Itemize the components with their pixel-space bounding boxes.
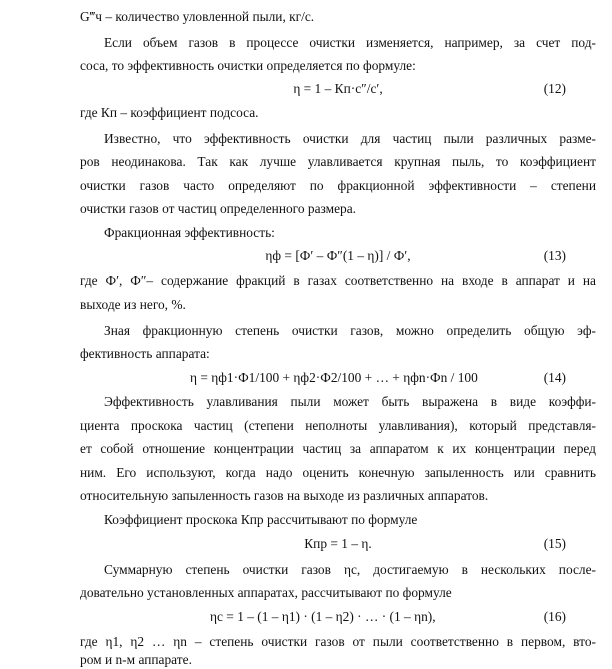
paragraph-line xyxy=(80,439,596,458)
line-text: относительную запыленность газов на выходе из различных аппаратов. xyxy=(80,488,489,503)
equation-number: (16) xyxy=(543,609,566,624)
line-text: где η1, η2 … ηn – степень очистки газов от пыли соответственно в первом, вто- xyxy=(80,634,596,649)
equation-number: (14) xyxy=(543,370,566,385)
paragraph-line xyxy=(104,560,596,579)
line-text: Фракционная эффективность: xyxy=(104,225,275,240)
equation-number: (15) xyxy=(543,536,566,551)
line-text: очистки газов от частиц определенного размера. xyxy=(80,201,357,216)
equation-number: (12) xyxy=(543,81,566,96)
where-line xyxy=(80,103,596,122)
line-text: Известно, что эффективность очистки для частиц пыли различных разме- xyxy=(104,131,596,146)
line-text: Эффективность улавливания пыли может быть выражена в виде коэффи- xyxy=(104,394,596,409)
line-text: ров неодинакова. Так как лучше улавливается крупная пыль, то коэффициент xyxy=(80,154,596,169)
paragraph-line xyxy=(80,650,596,669)
formula-16 xyxy=(80,607,596,626)
paragraph-line xyxy=(80,486,596,505)
equation-number: (13) xyxy=(543,248,566,263)
paragraph-line xyxy=(104,510,596,529)
paragraph-line xyxy=(80,416,596,435)
line-text: циента проскока частиц (степени неполноты улавливания), который представля- xyxy=(80,418,596,433)
paragraph-line xyxy=(104,129,596,148)
line-text: довательно установленных аппаратах, рассчитывают по формуле xyxy=(80,585,452,600)
paragraph-line xyxy=(104,223,596,242)
where-line xyxy=(80,632,596,651)
formula-13 xyxy=(80,246,596,265)
formula-text: ηс = 1 – (1 – η1) · (1 – η2) · … · (1 – ηn), xyxy=(210,609,436,624)
paragraph-line xyxy=(104,392,596,411)
formula-14 xyxy=(80,368,596,387)
line-text: ним. Его используют, когда надо оценить конечную запыленность или сравнить xyxy=(80,465,596,480)
paragraph-line xyxy=(80,152,596,171)
line-text: Если объем газов в процессе очистки изменяется, например, за счет под- xyxy=(104,35,596,50)
line-text: фективность аппарата: xyxy=(80,346,210,361)
formula-text: η = ηф1·Ф1/100 + ηф2·Ф2/100 + … + ηфn·Фn / 100 xyxy=(190,370,478,385)
line-text: Суммарную степень очистки газов ηс, достигаемую в нескольких после- xyxy=(104,562,596,577)
line-text: G‴ч – количество уловленной пыли, кг/с. xyxy=(80,9,315,24)
line-text: соса, то эффективность очистки определяется по формуле: xyxy=(80,58,416,73)
line-text: ром и n-м аппарате. xyxy=(80,652,192,667)
formula-text: Кпр = 1 – η. xyxy=(304,536,372,551)
paragraph-line xyxy=(104,321,596,340)
where-line xyxy=(80,271,596,290)
paragraph-line xyxy=(80,199,596,218)
paragraph-line xyxy=(80,463,596,482)
formula-15 xyxy=(80,534,596,553)
formula-12 xyxy=(80,79,596,98)
paragraph-line xyxy=(80,295,596,314)
paragraph-line xyxy=(80,344,596,363)
line-text: очистки газов часто определяют по фракционной эффективности – степени xyxy=(80,178,596,193)
line-text: где Ф′, Ф″– содержание фракций в газах соответственно на входе в аппарат и на xyxy=(80,273,596,288)
text-line xyxy=(80,7,596,26)
paragraph-line xyxy=(80,176,596,195)
formula-text: η = 1 – Кп·с″/с′, xyxy=(293,81,383,96)
paragraph-line xyxy=(80,583,596,602)
line-text: где Кп – коэффициент подсоса. xyxy=(80,105,259,120)
line-text: Зная фракционную степень очистки газов, можно определить общую эф- xyxy=(104,323,596,338)
paragraph-line xyxy=(104,33,596,52)
line-text: ет собой отношение концентрации частиц за аппаратом к их концентрации перед xyxy=(80,441,596,456)
formula-text: ηф = [Ф′ – Ф″(1 – η)] / Ф′, xyxy=(265,248,411,263)
paragraph-line xyxy=(80,56,596,75)
line-text: Коэффициент проскока Кпр рассчитывают по формуле xyxy=(104,512,418,527)
line-text: выходе из него, %. xyxy=(80,297,186,312)
